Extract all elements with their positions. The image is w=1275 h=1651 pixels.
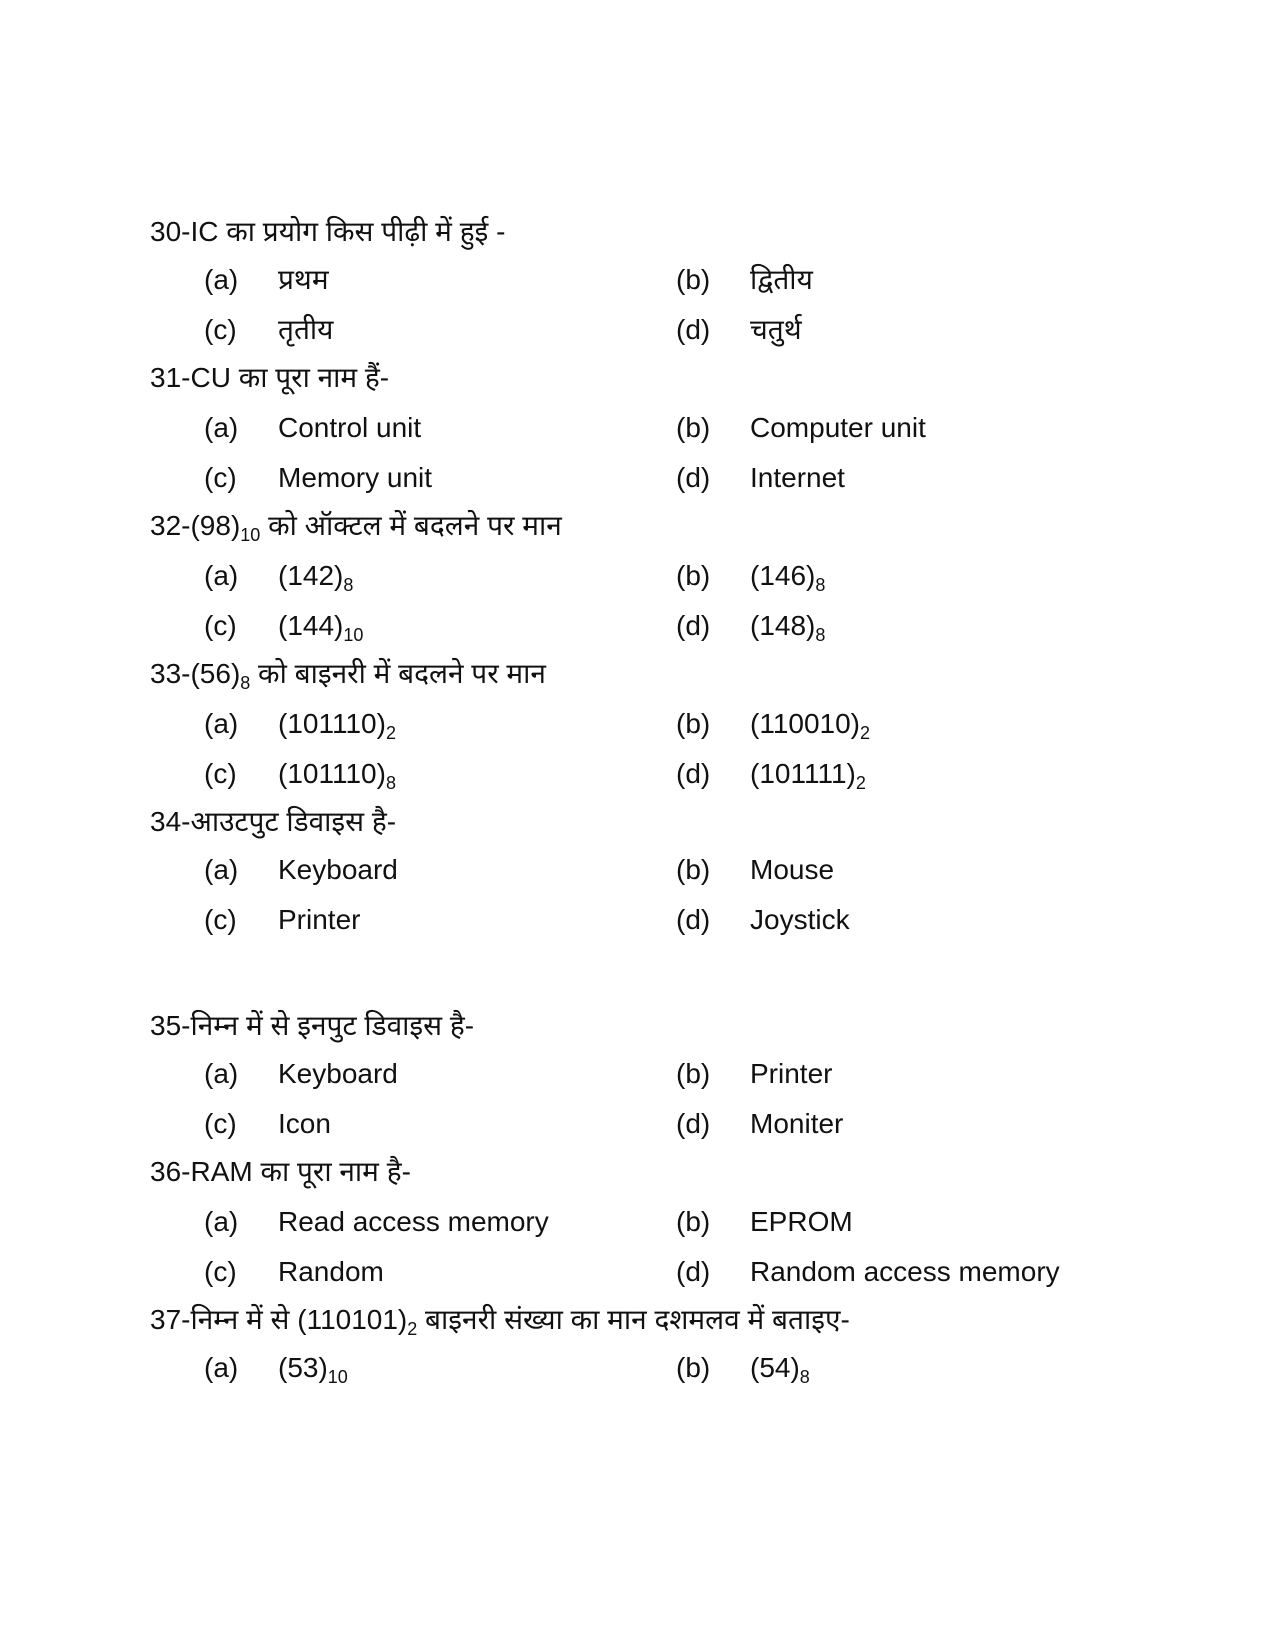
question-32 bbox=[150, 508, 562, 544]
option-text: (54) bbox=[750, 1352, 800, 1383]
option-label: (d) bbox=[676, 758, 711, 789]
question-text: आउटपुट डिवाइस है- bbox=[190, 806, 397, 837]
option-label: (c) bbox=[204, 1108, 237, 1139]
question-33 bbox=[150, 656, 546, 692]
option-subscript: 8 bbox=[385, 773, 396, 793]
option-label: (d) bbox=[676, 610, 711, 641]
option-text: Computer unit bbox=[750, 412, 926, 443]
option-text: (146) bbox=[750, 560, 816, 591]
question-number: 35- bbox=[150, 1010, 191, 1041]
option-35c bbox=[204, 1106, 331, 1142]
option-33b bbox=[676, 706, 870, 742]
question-text-post: को बाइनरी में बदलने पर मान bbox=[250, 658, 546, 689]
option-text: Internet bbox=[750, 462, 845, 493]
option-label: (b) bbox=[676, 1206, 711, 1237]
option-32c bbox=[204, 608, 363, 644]
option-label: (b) bbox=[676, 1352, 711, 1383]
option-label: (a) bbox=[204, 1058, 239, 1089]
option-subscript: 2 bbox=[855, 773, 866, 793]
option-label: (b) bbox=[676, 708, 711, 739]
question-number: 30- bbox=[150, 216, 191, 247]
option-label: (b) bbox=[676, 560, 711, 591]
option-label: (a) bbox=[204, 854, 239, 885]
option-text: Random bbox=[278, 1256, 384, 1287]
question-text: निम्न में से इनपुट डिवाइस है- bbox=[190, 1010, 475, 1041]
option-36c bbox=[204, 1254, 384, 1290]
question-number: 31- bbox=[150, 362, 191, 393]
option-32b bbox=[676, 558, 825, 594]
option-label: (c) bbox=[204, 314, 237, 345]
option-subscript: 2 bbox=[860, 723, 871, 743]
option-label: (c) bbox=[204, 610, 237, 641]
question-text: IC का प्रयोग किस पीढ़ी में हुई - bbox=[190, 216, 506, 247]
option-text: Memory unit bbox=[278, 462, 433, 493]
option-text: (144) bbox=[278, 610, 344, 641]
option-33a bbox=[204, 706, 396, 742]
question-35 bbox=[150, 1008, 474, 1044]
option-31c bbox=[204, 460, 432, 496]
question-number: 37- bbox=[150, 1304, 191, 1335]
question-31 bbox=[150, 360, 389, 396]
option-text: द्वितीय bbox=[750, 264, 813, 295]
option-label: (c) bbox=[204, 758, 237, 789]
option-30b bbox=[676, 262, 813, 298]
question-text-pre: (98) bbox=[190, 510, 241, 541]
question-text-post: को ऑक्टल में बदलने पर मान bbox=[260, 510, 562, 541]
option-text: (101110) bbox=[278, 758, 386, 789]
option-35b bbox=[676, 1056, 832, 1092]
option-31a bbox=[204, 410, 421, 446]
option-34a bbox=[204, 852, 398, 888]
option-label: (a) bbox=[204, 1352, 239, 1383]
question-text-pre: (56) bbox=[190, 658, 241, 689]
option-label: (d) bbox=[676, 1108, 711, 1139]
question-subscript: 8 bbox=[240, 673, 251, 693]
option-36a bbox=[204, 1204, 549, 1240]
option-label: (b) bbox=[676, 264, 711, 295]
option-35a bbox=[204, 1056, 398, 1092]
option-text: (101111) bbox=[750, 758, 856, 789]
option-35d bbox=[676, 1106, 843, 1142]
option-label: (a) bbox=[204, 412, 239, 443]
option-text: तृतीय bbox=[278, 314, 334, 345]
question-number: 33- bbox=[150, 658, 191, 689]
question-34 bbox=[150, 804, 396, 840]
question-subscript: 2 bbox=[407, 1319, 418, 1339]
option-text: प्रथम bbox=[278, 264, 329, 295]
option-label: (a) bbox=[204, 708, 239, 739]
option-33d bbox=[676, 756, 866, 792]
option-label: (d) bbox=[676, 1256, 711, 1287]
option-subscript: 8 bbox=[343, 575, 354, 595]
option-text: Moniter bbox=[750, 1108, 844, 1139]
option-subscript: 8 bbox=[799, 1367, 810, 1387]
option-label: (c) bbox=[204, 462, 237, 493]
option-32a bbox=[204, 558, 353, 594]
option-34d bbox=[676, 902, 850, 938]
option-text: Random access memory bbox=[750, 1256, 1060, 1287]
option-label: (d) bbox=[676, 314, 711, 345]
question-subscript: 10 bbox=[240, 525, 261, 545]
question-text-pre: निम्न में से (110101) bbox=[190, 1304, 408, 1335]
option-text: Joystick bbox=[750, 904, 850, 935]
option-text: EPROM bbox=[750, 1206, 853, 1237]
option-label: (b) bbox=[676, 854, 711, 885]
option-36d bbox=[676, 1254, 1060, 1290]
option-text: (53) bbox=[278, 1352, 328, 1383]
option-37a bbox=[204, 1350, 348, 1386]
option-text: Printer bbox=[278, 904, 361, 935]
option-text: Read access memory bbox=[278, 1206, 549, 1237]
option-label: (c) bbox=[204, 1256, 237, 1287]
option-34b bbox=[676, 852, 834, 888]
option-label: (d) bbox=[676, 904, 711, 935]
option-text: Mouse bbox=[750, 854, 835, 885]
option-label: (a) bbox=[204, 560, 239, 591]
option-text: (148) bbox=[750, 610, 816, 641]
option-label: (b) bbox=[676, 412, 711, 443]
option-text: (110010) bbox=[750, 708, 861, 739]
option-subscript: 10 bbox=[327, 1367, 348, 1387]
option-label: (c) bbox=[204, 904, 237, 935]
option-37b bbox=[676, 1350, 810, 1386]
option-text: (101110) bbox=[278, 708, 386, 739]
option-subscript: 8 bbox=[815, 575, 826, 595]
question-text: RAM का पूरा नाम है- bbox=[190, 1156, 411, 1187]
option-label: (d) bbox=[676, 462, 711, 493]
question-30 bbox=[150, 214, 505, 250]
option-label: (a) bbox=[204, 1206, 239, 1237]
option-subscript: 2 bbox=[385, 723, 396, 743]
option-text: Control unit bbox=[278, 412, 422, 443]
option-text: Printer bbox=[750, 1058, 833, 1089]
question-37 bbox=[150, 1302, 850, 1338]
option-subscript: 8 bbox=[815, 625, 826, 645]
option-30d bbox=[676, 312, 802, 348]
question-text-post: बाइनरी संख्या का मान दशमलव में बताइए- bbox=[417, 1304, 850, 1335]
option-subscript: 10 bbox=[343, 625, 364, 645]
option-text: चतुर्थ bbox=[750, 314, 802, 345]
option-36b bbox=[676, 1204, 853, 1240]
question-number: 32- bbox=[150, 510, 191, 541]
option-text: Keyboard bbox=[278, 854, 398, 885]
option-30a bbox=[204, 262, 329, 298]
option-label: (a) bbox=[204, 264, 239, 295]
option-30c bbox=[204, 312, 333, 348]
question-number: 36- bbox=[150, 1156, 191, 1187]
option-31b bbox=[676, 410, 926, 446]
question-number: 34- bbox=[150, 806, 191, 837]
question-36 bbox=[150, 1154, 411, 1190]
option-33c bbox=[204, 756, 396, 792]
option-text: Keyboard bbox=[278, 1058, 398, 1089]
option-34c bbox=[204, 902, 360, 938]
option-31d bbox=[676, 460, 845, 496]
option-text: (142) bbox=[278, 560, 344, 591]
option-text: Icon bbox=[278, 1108, 331, 1139]
option-32d bbox=[676, 608, 825, 644]
option-label: (b) bbox=[676, 1058, 711, 1089]
question-text: CU का पूरा नाम हैं- bbox=[190, 362, 390, 393]
